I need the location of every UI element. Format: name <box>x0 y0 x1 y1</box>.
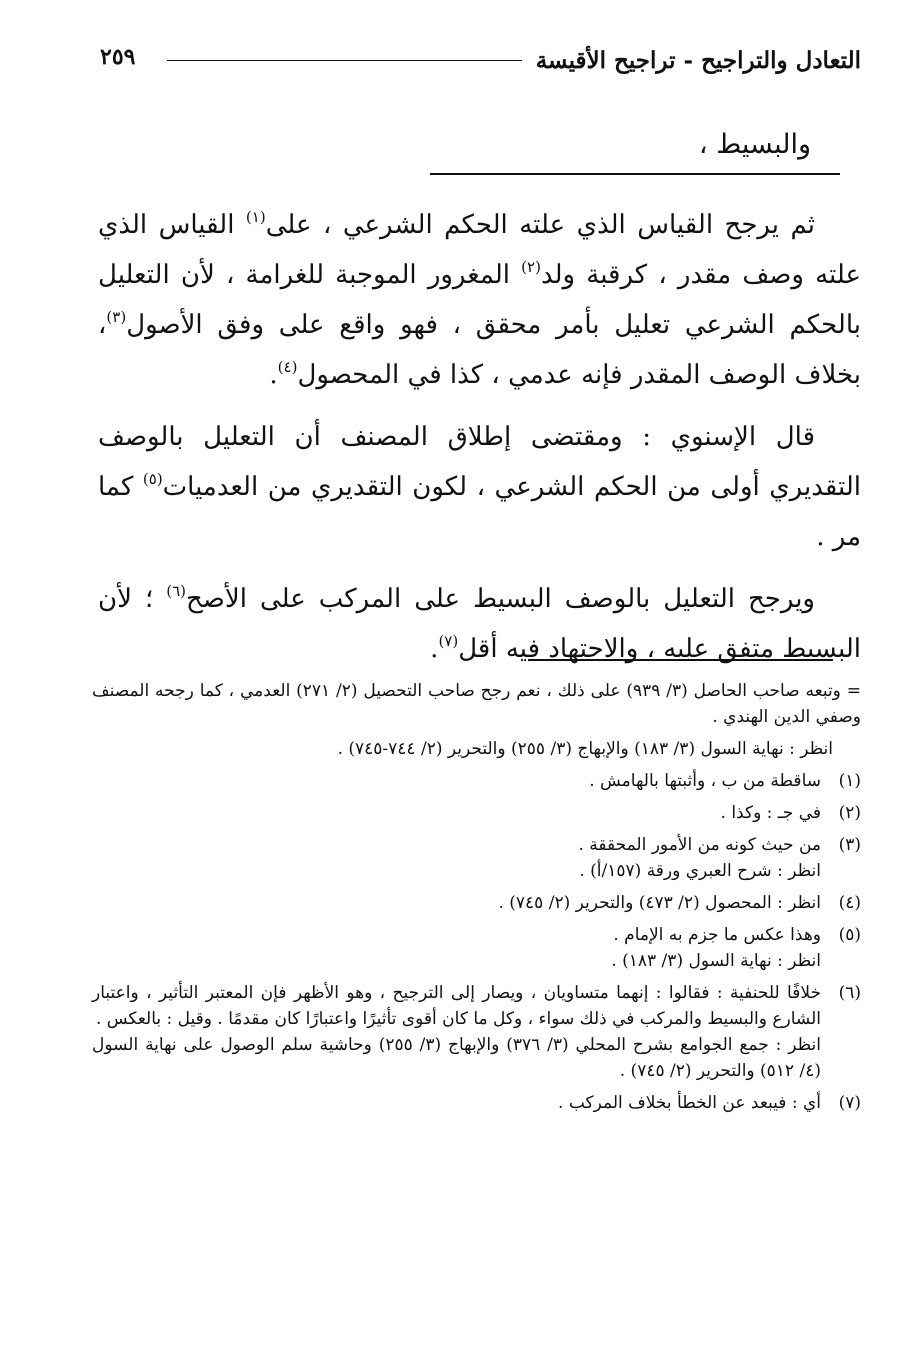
footnote-marker-4: (٤) <box>277 358 298 376</box>
lead-in-text: والبسيط ، <box>698 129 811 160</box>
lead-in-rule <box>430 173 840 175</box>
footnote-line: انظر : شرح العبري ورقة (١٥٧/أ) . <box>579 861 821 881</box>
paragraph-3-text-c: . <box>430 634 439 664</box>
paragraph-1 <box>98 200 861 400</box>
page-number: ٢٥٩ <box>100 44 136 70</box>
footnote-number: (٥) <box>838 925 861 945</box>
footnote-continuation: = وتبعه صاحب الحاصل (٣/ ٩٣٩) على ذلك ، نعم رجح صاحب التحصيل (٢/ ٢٧١) العدمي ، كما رجحه المصنف وصفي الدين الهندي . <box>92 681 861 727</box>
main-text <box>98 200 861 686</box>
footnote-marker-5: (٥) <box>142 470 163 488</box>
footnote-body <box>92 768 821 794</box>
footnote-body <box>92 832 821 884</box>
running-title: التعادل والتراجيح - تراجيح الأقيسة <box>535 46 861 74</box>
footnote-body <box>92 922 821 974</box>
footnote-separator <box>528 659 833 661</box>
footnote-line: انظر : نهاية السول (٣/ ١٨٣) . <box>611 951 821 971</box>
footnote-body <box>92 1090 821 1116</box>
paragraph-2-text-b: كما مر . <box>98 472 861 552</box>
paragraph-1-text-e: . <box>269 360 278 390</box>
paragraph-1-text-a: ثم يرجح القياس الذي علته الحكم الشرعي ، على <box>265 210 815 240</box>
header-rule <box>167 60 522 61</box>
footnote-number: (٤) <box>838 893 861 913</box>
footnote-1 <box>92 768 861 794</box>
footnote-body <box>92 980 821 1084</box>
footnote-number: (١) <box>838 771 861 791</box>
paragraph-1-text-b: القياس الذي علته وصف مقدر ، كرقبة ولد <box>98 210 861 290</box>
footnote-7 <box>92 1090 861 1116</box>
footnote-2 <box>92 800 861 826</box>
paragraph-2 <box>98 412 861 562</box>
footnote-6 <box>92 980 861 1084</box>
paragraph-2-text-a: قال الإسنوي : ومقتضى إطلاق المصنف أن التعليل بالوصف التقديري أولى من الحكم الشرعي ، لكون التقديري من العدميات <box>98 422 861 502</box>
footnote-line: انظر : المحصول (٢/ ٤٧٣) والتحرير (٢/ ٧٤٥) . <box>498 893 821 913</box>
footnote-body <box>92 890 821 916</box>
footnote-marker-3: (٣) <box>106 308 127 326</box>
footnote-number: (٢) <box>838 803 861 823</box>
page-header <box>90 38 861 82</box>
paragraph-1-text-c: المغرور الموجبة للغرامة ، لأن التعليل بالحكم الشرعي تعليل بأمر محقق ، فهو واقع على وفق الأصول <box>98 260 861 340</box>
footnote-line: ساقطة من ب ، وأثبتها بالهامش . <box>589 771 821 791</box>
footnote-marker-6: (٦) <box>166 582 187 600</box>
paragraph-3-text-b: ؛ لأن البسيط متفق عليه ، والاجتهاد فيه أقل <box>98 584 861 664</box>
footnote-3 <box>92 832 861 884</box>
footnote-number: (٧) <box>838 1093 861 1113</box>
footnote-line: وهذا عكس ما جزم به الإمام . <box>613 925 821 945</box>
footnotes <box>92 678 861 1122</box>
footnote-marker-1: (١) <box>245 208 266 226</box>
footnote-5 <box>92 922 861 974</box>
footnote-line: من حيث كونه من الأمور المحققة . <box>578 835 821 855</box>
footnote-line: انظر : جمع الجوامع بشرح المحلي (٣/ ٣٧٦) والإبهاج (٣/ ٢٥٥) وحاشية سلم الوصول على نهاية السول (٤/ ٥١٢) والتحرير (٢/ ٧٤٥) . <box>92 1035 821 1081</box>
footnote-line: خلافًا للحنفية : فقالوا : إنهما متساويان ، ويصار إلى الترجيح ، وهو الأظهر فإن المعتبر التأثير ، واعتبار الشارع والبسيط والمركب في ذلك سواء ، وكل ما كان أقوى تأثيرًا واعتبارًا كان مقدمًا . وقيل : بالعكس . <box>92 983 821 1029</box>
footnote-marker-2: (٢) <box>521 258 541 276</box>
footnote-body <box>92 800 821 826</box>
footnote-number: (٦) <box>838 983 861 1003</box>
footnote-marker-7: (٧) <box>438 632 459 650</box>
footnote-number: (٣) <box>838 835 861 855</box>
footnote-4 <box>92 890 861 916</box>
paragraph-3-text-a: ويرجح التعليل بالوصف البسيط على المركب على الأصح <box>186 584 815 614</box>
footnote-line: أي : فيبعد عن الخطأ بخلاف المركب . <box>558 1093 821 1113</box>
footnote-line: في جـ : وكذا . <box>720 803 821 823</box>
paragraph-1-text-d: ، بخلاف الوصف المقدر فإنه عدمي ، كذا في المحصول <box>98 310 861 390</box>
footnote-continuation-reference: انظر : نهاية السول (٣/ ١٨٣) والإبهاج (٣/ ٢٥٥) والتحرير (٢/ ٧٤٤-٧٤٥) . <box>337 739 833 759</box>
